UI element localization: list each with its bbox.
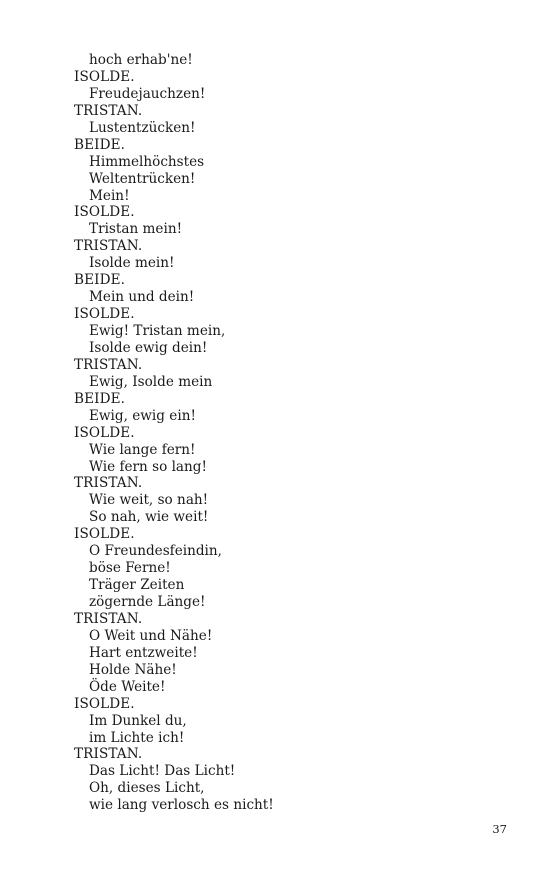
- verse-line: Mein und dein!: [89, 289, 195, 306]
- verse-line: Öde Weite!: [89, 678, 166, 695]
- speaker-name: TRISTAN.: [74, 610, 143, 627]
- verse-line: Ewig, Isolde mein: [89, 373, 213, 390]
- verse-line: So nah, wie weit!: [89, 509, 209, 526]
- verse-line: Ewig, ewig ein!: [89, 407, 196, 424]
- speaker-name: TRISTAN.: [74, 475, 143, 492]
- speaker-name: ISOLDE.: [74, 204, 135, 221]
- verse-line: Im Dunkel du,: [89, 712, 187, 729]
- verse-line: Isolde mein!: [89, 255, 175, 272]
- verse-line: Holde Nähe!: [89, 661, 177, 678]
- verse-line: Tristan mein!: [89, 221, 183, 238]
- speaker-name: TRISTAN.: [74, 238, 143, 255]
- verse-line: Träger Zeiten: [89, 577, 185, 594]
- speaker-name: BEIDE.: [74, 136, 126, 153]
- verse-line: Wie lange fern!: [89, 441, 196, 458]
- verse-line: hoch erhab'ne!: [89, 52, 193, 68]
- verse-line: Freudejauchzen!: [89, 85, 206, 102]
- speaker-name: TRISTAN.: [74, 356, 143, 373]
- verse-line: zögernde Länge!: [89, 594, 206, 610]
- speaker-name: ISOLDE.: [74, 306, 135, 323]
- speaker-name: TRISTAN.: [74, 746, 143, 763]
- verse-line: Weltentrücken!: [89, 170, 196, 187]
- speaker-name: ISOLDE.: [74, 695, 135, 712]
- verse-line: Wie fern so lang!: [89, 458, 207, 475]
- verse-line: Mein!: [89, 187, 130, 204]
- speaker-name: ISOLDE.: [74, 526, 135, 543]
- speaker-name: ISOLDE.: [74, 424, 135, 441]
- verse-line: O Freundesfeindin,: [89, 543, 222, 560]
- verse-line: Ewig! Tristan mein,: [89, 323, 226, 339]
- speaker-name: TRISTAN.: [74, 102, 143, 119]
- verse-line: wie lang verlosch es nicht!: [89, 797, 274, 814]
- verse-line: im Lichte ich!: [89, 729, 185, 746]
- speaker-name: ISOLDE.: [74, 68, 135, 85]
- verse-line: Isolde ewig dein!: [89, 339, 208, 356]
- page-number: 37: [492, 822, 507, 836]
- verse-line: O Weit und Nähe!: [89, 627, 213, 644]
- speaker-name: BEIDE.: [74, 390, 126, 407]
- verse-line: Oh, dieses Licht,: [89, 780, 205, 797]
- verse-line: Hart entzweite!: [89, 644, 198, 661]
- verse-line: Lustentzücken!: [89, 119, 196, 136]
- verse-line: Himmelhöchstes: [89, 153, 205, 170]
- dialogue-text: [74, 52, 514, 814]
- speaker-name: BEIDE.: [74, 272, 126, 289]
- verse-line: Das Licht! Das Licht!: [89, 763, 236, 780]
- verse-line: böse Ferne!: [89, 560, 171, 577]
- verse-line: Wie weit, so nah!: [89, 492, 209, 509]
